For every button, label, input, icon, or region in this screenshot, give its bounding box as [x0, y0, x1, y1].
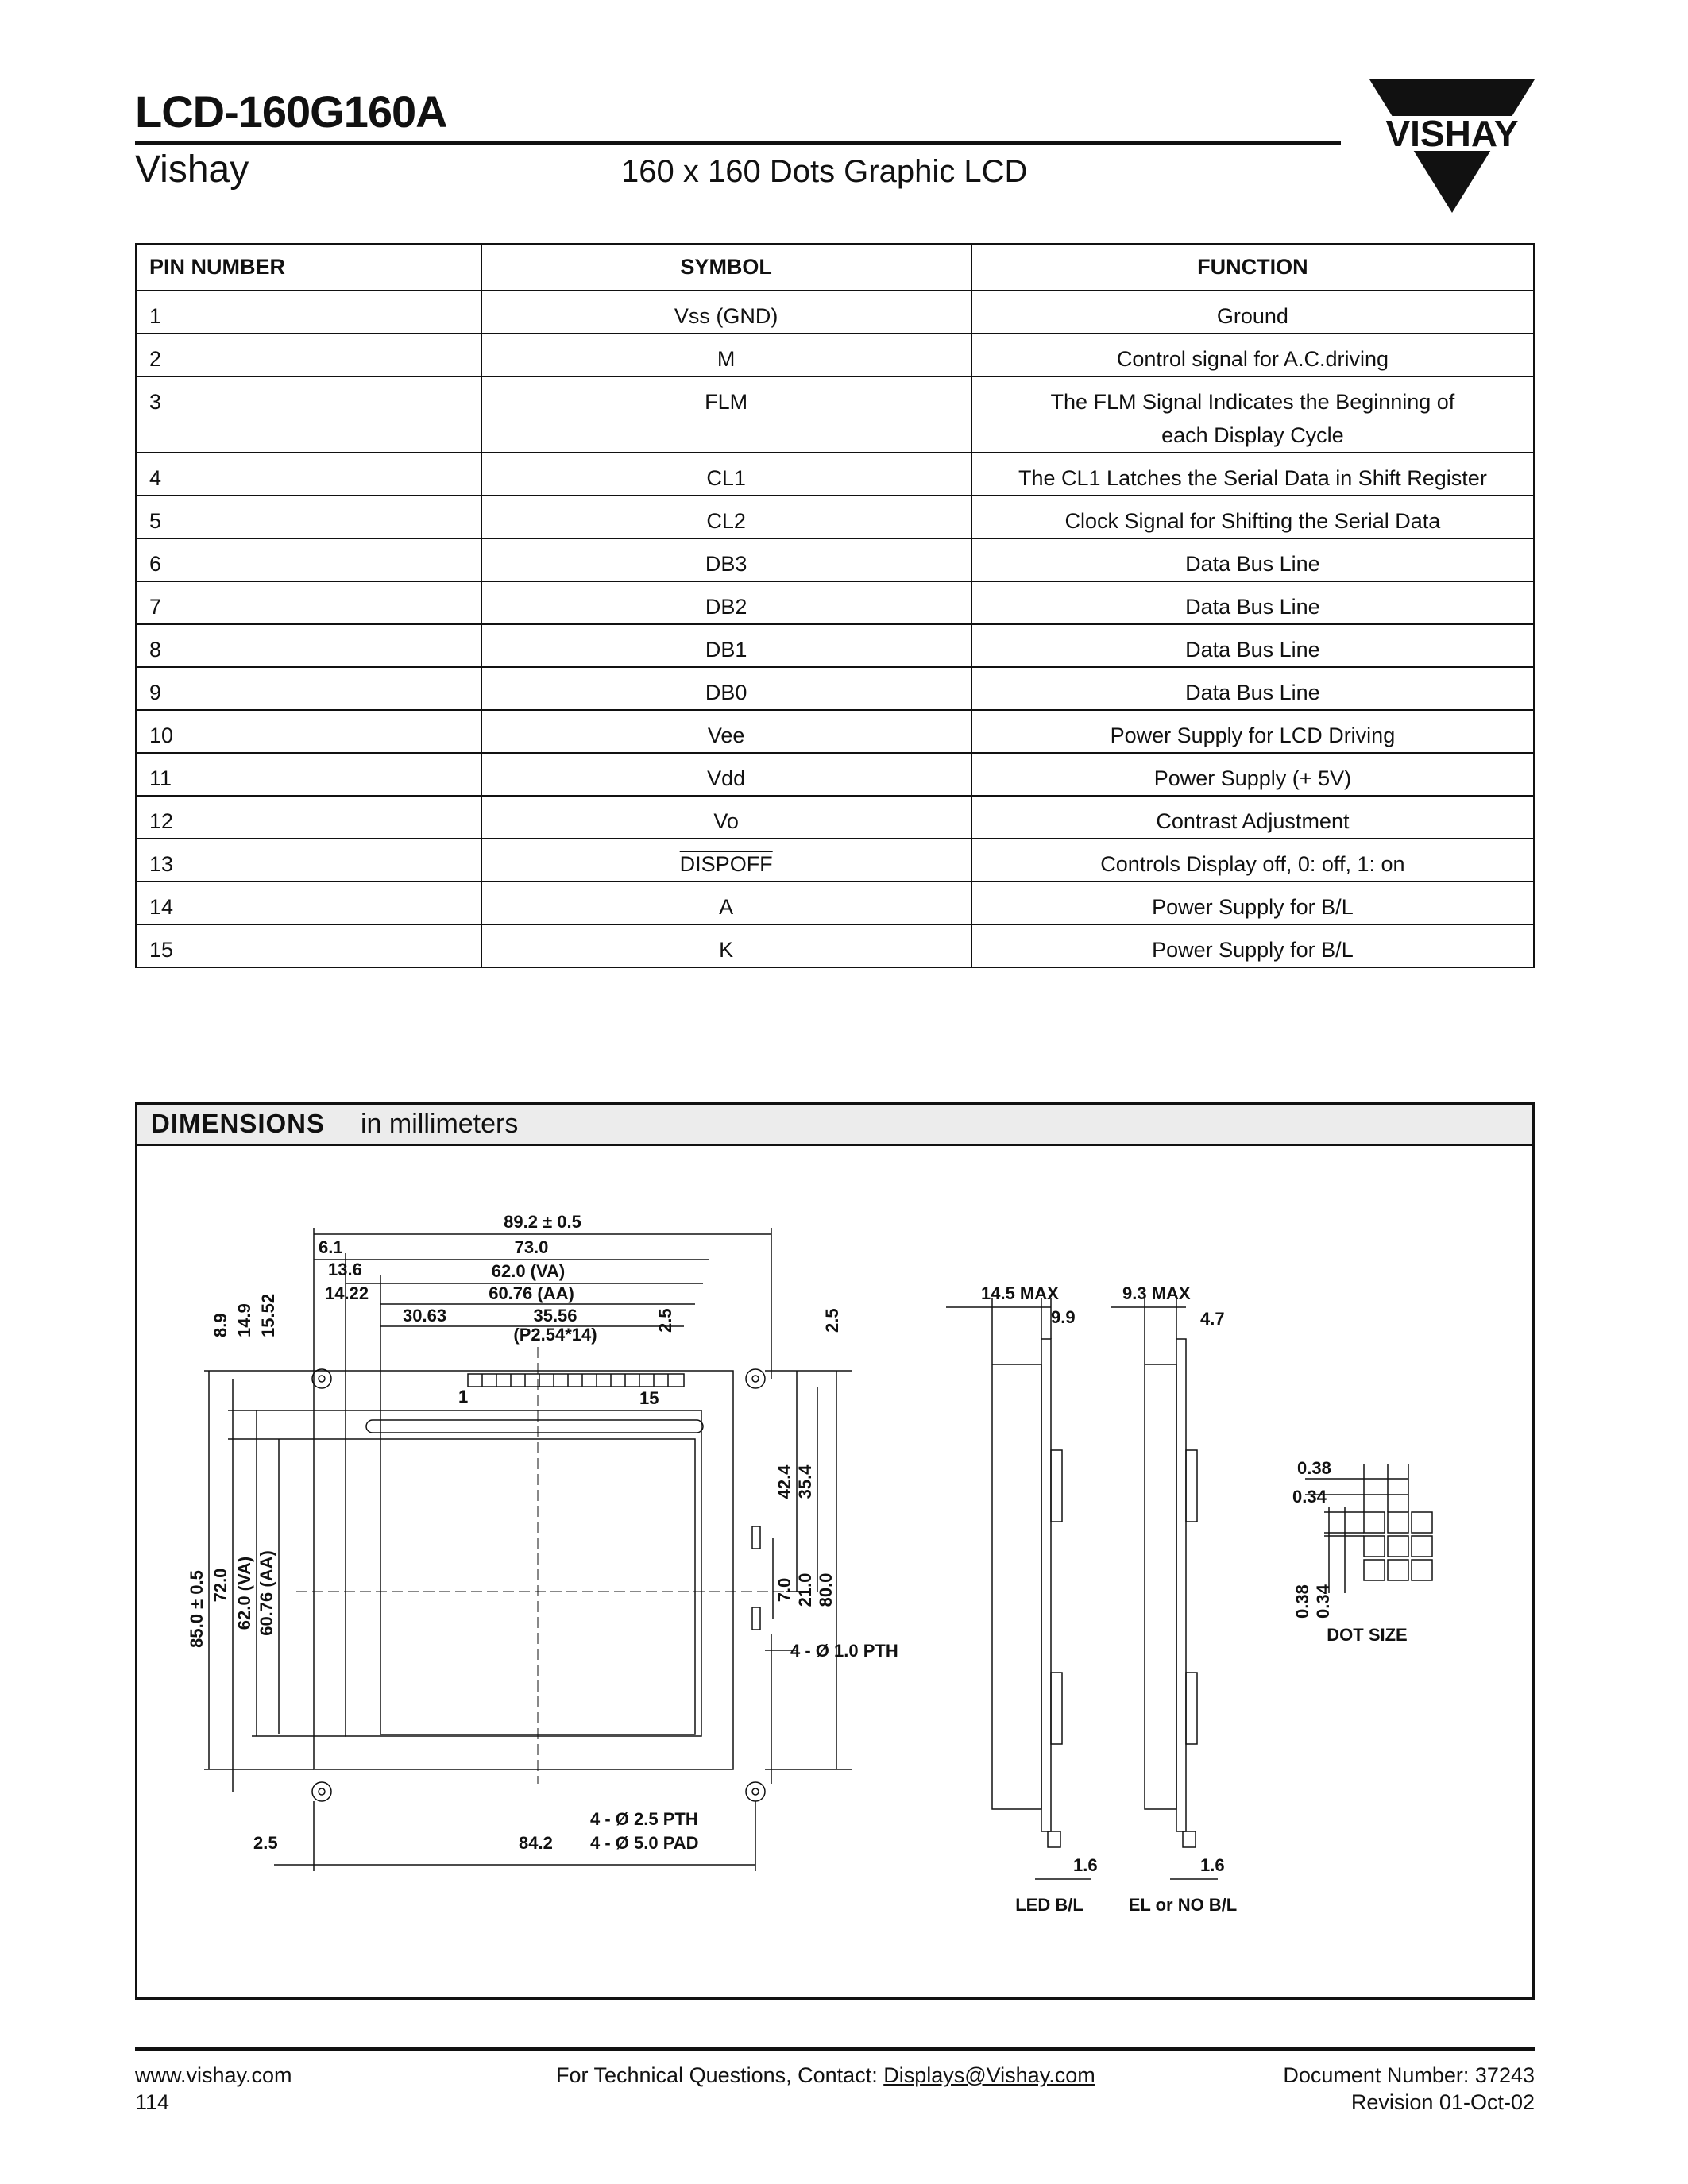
- module-outline: [314, 1371, 733, 1769]
- document-subtitle: 160 x 160 Dots Graphic LCD: [621, 154, 1028, 189]
- symbol-cell: Vdd: [481, 753, 971, 796]
- pin-1-label: 1: [458, 1387, 469, 1406]
- table-row: [136, 710, 1534, 753]
- function-line: each Display Cycle: [1161, 423, 1344, 447]
- led-caption: LED B/L: [1015, 1895, 1083, 1915]
- footer-revision: Revision 01-Oct-02: [1350, 2090, 1535, 2114]
- function-cell: Controls Display off, 0: off, 1: on: [971, 839, 1534, 882]
- document-title: LCD-160G160A: [135, 87, 447, 137]
- dim-42-4: 42.4: [774, 1464, 794, 1499]
- dot-size-grid: [1305, 1464, 1432, 1593]
- el-max-label: 9.3 MAX: [1122, 1283, 1191, 1303]
- footer-contact-email[interactable]: Displays@Vishay.com: [883, 2063, 1095, 2087]
- symbol-cell: CL1: [481, 453, 971, 496]
- dim-30-63: 30.63: [403, 1306, 447, 1325]
- pin-cell: 11: [136, 753, 481, 796]
- table-row: [136, 839, 1534, 882]
- symbol-cell: DB3: [481, 538, 971, 581]
- function-cell: The CL1 Latches the Serial Data in Shift Register: [971, 453, 1534, 496]
- table-row: [136, 624, 1534, 667]
- function-cell: Ground: [971, 291, 1534, 334]
- pin-cell: 14: [136, 882, 481, 924]
- function-cell: Power Supply for B/L: [971, 882, 1534, 924]
- dot-size-caption: DOT SIZE: [1327, 1625, 1408, 1645]
- dim-6-1: 6.1: [319, 1237, 343, 1257]
- table-row: [136, 882, 1534, 924]
- dim-13-6: 13.6: [328, 1260, 362, 1279]
- symbol-overbar-text: DISPOFF: [679, 852, 773, 876]
- symbol-cell: DB1: [481, 624, 971, 667]
- dim-va-height: 62.0 (VA): [234, 1556, 254, 1630]
- pin-cell: 9: [136, 667, 481, 710]
- dot-038-h-label: 0.38: [1297, 1458, 1331, 1478]
- vishay-logo: [1365, 76, 1539, 216]
- symbol-cell: CL2: [481, 496, 971, 538]
- pin-table-header-row: [136, 244, 1534, 291]
- pin-cell: 6: [136, 538, 481, 581]
- dim-overall-height: 85.0 ± 0.5: [187, 1570, 207, 1648]
- symbol-cell: DB0: [481, 667, 971, 710]
- el-caption: EL or NO B/L: [1128, 1895, 1238, 1915]
- function-cell: Power Supply (+ 5V): [971, 753, 1534, 796]
- dimension-drawing: [137, 1148, 1532, 1997]
- table-row: [136, 376, 1534, 453]
- symbol-cell: Vee: [481, 710, 971, 753]
- header-rule: [135, 141, 1341, 145]
- pin-15-label: 15: [639, 1388, 659, 1408]
- dimensions-title: DIMENSIONS: [151, 1109, 326, 1138]
- dim-15-52: 15.52: [258, 1293, 278, 1337]
- function-cell: Control signal for A.C.driving: [971, 334, 1534, 376]
- dim-7-0: 7.0: [774, 1577, 794, 1603]
- symbol-cell: FLM: [481, 376, 971, 453]
- function-cell: Power Supply for B/L: [971, 924, 1534, 967]
- table-row: [136, 334, 1534, 376]
- symbol-cell: K: [481, 924, 971, 967]
- table-row: [136, 496, 1534, 538]
- dim-35-56: 35.56: [533, 1306, 577, 1325]
- dot-038-v-label: 0.38: [1292, 1584, 1312, 1619]
- dot-034-h-label: 0.34: [1292, 1487, 1327, 1507]
- dot-034-v-label: 0.34: [1313, 1584, 1333, 1619]
- pin-cell: 13: [136, 839, 481, 882]
- dim-aa-height: 60.76 (AA): [257, 1550, 276, 1636]
- dimensions-header-bar: [137, 1105, 1532, 1146]
- footer-page-number: 114: [135, 2090, 170, 2114]
- pin-cell: 10: [136, 710, 481, 753]
- label-pad: 4 - Ø 5.0 PAD: [590, 1833, 699, 1853]
- pin-cell: 8: [136, 624, 481, 667]
- col-header-function: FUNCTION: [971, 244, 1534, 291]
- pin-header: [468, 1374, 684, 1387]
- symbol-cell: A: [481, 882, 971, 924]
- el-side-view: [1111, 1298, 1218, 1879]
- led-side-view: [946, 1298, 1091, 1879]
- symbol-cell: [481, 839, 971, 882]
- symbol-cell: Vss (GND): [481, 291, 971, 334]
- dim-14-22: 14.22: [325, 1283, 369, 1303]
- footer-contact: [556, 2063, 1095, 2088]
- table-row: [136, 453, 1534, 496]
- led-9-9-label: 9.9: [1051, 1307, 1076, 1327]
- function-cell: [971, 376, 1534, 453]
- dim-overall-width: 89.2 ± 0.5: [504, 1212, 581, 1232]
- label-pth-large: 4 - Ø 2.5 PTH: [590, 1809, 698, 1829]
- side-hole-upper: [752, 1526, 760, 1549]
- connector-strip: [366, 1420, 703, 1433]
- pin-cell: 3: [136, 376, 481, 453]
- label-pth-small: 4 - Ø 1.0 PTH: [790, 1641, 898, 1661]
- col-header-pin: PIN NUMBER: [136, 244, 481, 291]
- dim-80-0: 80.0: [816, 1572, 836, 1607]
- function-cell: Data Bus Line: [971, 581, 1534, 624]
- dim-8-9: 8.9: [211, 1313, 230, 1337]
- pin-cell: 4: [136, 453, 481, 496]
- function-cell: Data Bus Line: [971, 624, 1534, 667]
- function-cell: Power Supply for LCD Driving: [971, 710, 1534, 753]
- company-name: Vishay: [135, 149, 249, 191]
- dim-84-2: 84.2: [519, 1833, 553, 1853]
- el-4-7-label: 4.7: [1200, 1309, 1225, 1329]
- pin-cell: 5: [136, 496, 481, 538]
- pin-cell: 15: [136, 924, 481, 967]
- function-cell: Data Bus Line: [971, 667, 1534, 710]
- led-max-label: 14.5 MAX: [981, 1283, 1059, 1303]
- dim-72: 72.0: [211, 1568, 230, 1603]
- pin-cell: 7: [136, 581, 481, 624]
- function-cell: Data Bus Line: [971, 538, 1534, 581]
- dim-21-0: 21.0: [795, 1572, 815, 1607]
- footer-document-number: Document Number: 37243: [1283, 2063, 1535, 2087]
- side-hole-lower: [752, 1607, 760, 1630]
- function-line: The FLM Signal Indicates the Beginning of: [1050, 390, 1455, 414]
- footer-contact-prefix: For Technical Questions, Contact:: [556, 2063, 884, 2087]
- pin-table: [135, 243, 1535, 968]
- footer-rule: [135, 2047, 1535, 2051]
- dim-2-5-bottom: 2.5: [253, 1833, 278, 1853]
- dim-14-9: 14.9: [234, 1303, 254, 1337]
- led-1-6-label: 1.6: [1073, 1855, 1098, 1875]
- el-1-6-label: 1.6: [1200, 1855, 1225, 1875]
- table-row: [136, 796, 1534, 839]
- table-row: [136, 581, 1534, 624]
- dimensions-units: in millimeters: [361, 1109, 519, 1139]
- dim-aa-width: 60.76 (AA): [489, 1283, 574, 1303]
- function-cell: Contrast Adjustment: [971, 796, 1534, 839]
- symbol-cell: M: [481, 334, 971, 376]
- footer-website[interactable]: www.vishay.com: [135, 2063, 292, 2087]
- pin-cell: 12: [136, 796, 481, 839]
- dim-2-5-top: 2.5: [655, 1308, 675, 1333]
- table-row: [136, 753, 1534, 796]
- function-cell: Clock Signal for Shifting the Serial Data: [971, 496, 1534, 538]
- symbol-cell: DB2: [481, 581, 971, 624]
- dim-35-4: 35.4: [795, 1464, 815, 1499]
- table-row: [136, 667, 1534, 710]
- table-row: [136, 538, 1534, 581]
- dim-2-5-right: 2.5: [822, 1308, 842, 1333]
- glass-outline: [346, 1410, 701, 1736]
- pin-cell: 1: [136, 291, 481, 334]
- pin-cell: 2: [136, 334, 481, 376]
- col-header-symbol: SYMBOL: [481, 244, 971, 291]
- table-row: [136, 291, 1534, 334]
- logo-text: VISHAY: [1385, 113, 1519, 154]
- symbol-cell: Vo: [481, 796, 971, 839]
- dim-73: 73.0: [514, 1237, 549, 1257]
- dim-va-width: 62.0 (VA): [491, 1261, 566, 1281]
- dim-pitch: (P2.54*14): [513, 1325, 597, 1345]
- table-row: [136, 924, 1534, 967]
